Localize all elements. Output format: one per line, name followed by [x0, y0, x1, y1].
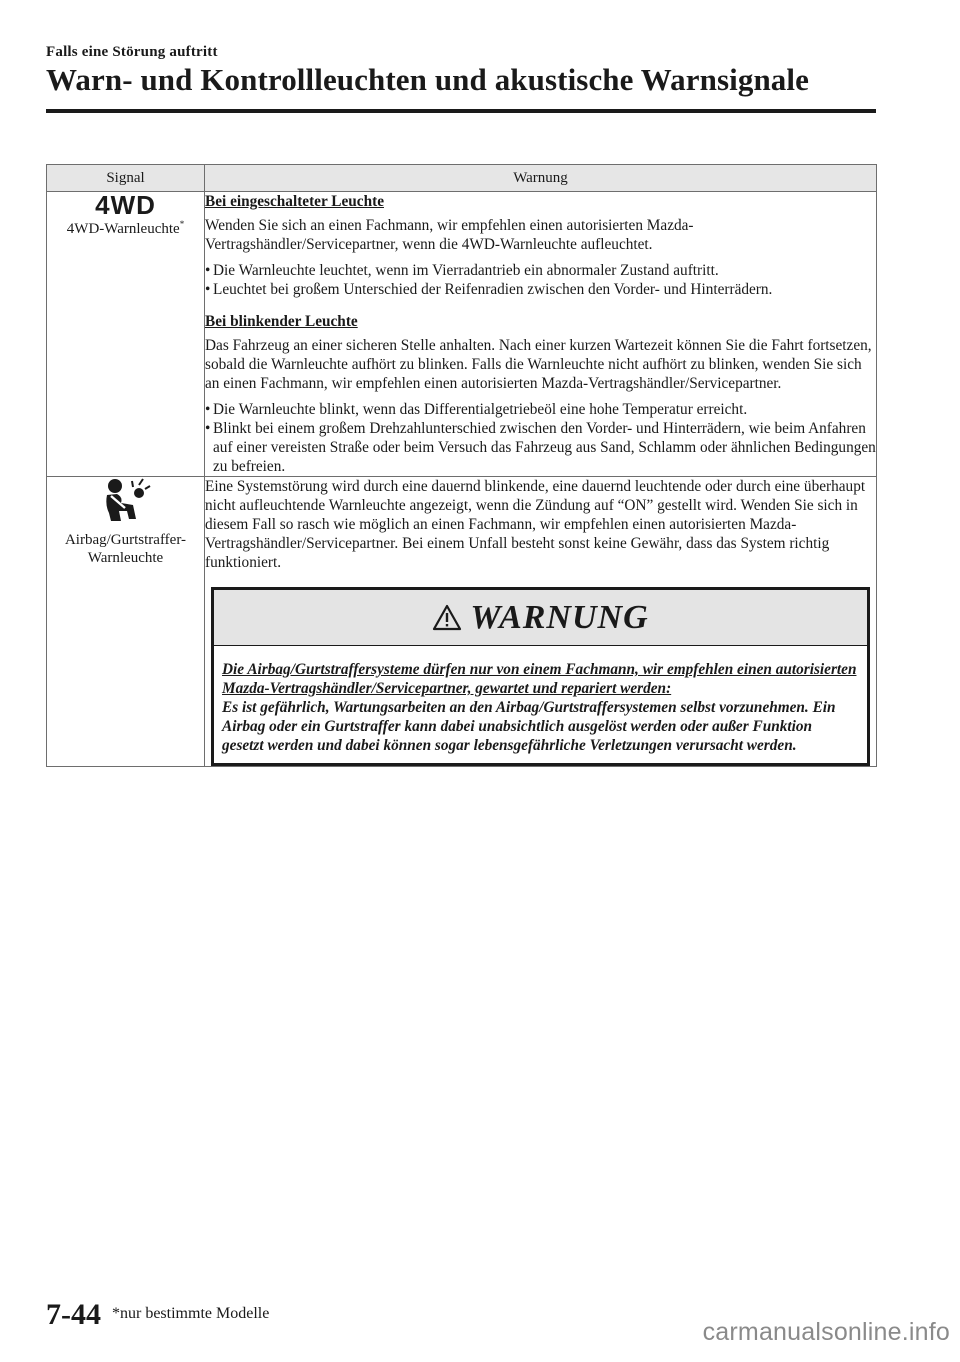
- footnote-mark: *: [179, 219, 185, 229]
- blink-text: Das Fahrzeug an einer sicheren Stelle anhalten. Nach einer kurzen Wartezeit können Sie die Fahrt fortsetzen, sobald die Warnleuchte aufhört zu blinken. Falls die Warnleuchte nicht aufhört zu blinken, wenden Sie sich an einen Fachmann, wir empfehlen einen autorisierten Mazda-Vertragshändler/Servicepartner.: [205, 337, 872, 392]
- list-item: • Die Warnleuchte blinkt, wenn das Differentialgetriebeöl eine hohe Temperatur erreicht.: [205, 401, 748, 418]
- signal-label-4wd: 4WD-Warnleuchte: [66, 221, 180, 237]
- watermark: carmanualsonline.info: [702, 1318, 950, 1346]
- warning-cell-4wd: [205, 192, 877, 477]
- warning-cell-airbag: [205, 477, 877, 767]
- signal-label-airbag-line1: Airbag/Gurtstraffer-: [64, 532, 187, 548]
- footnote: *nur bestimmte Modelle: [112, 1305, 270, 1322]
- list-item: • Leuchtet bei großem Unterschied der Reifenradien zwischen den Vorder- und Hinterrädern.: [205, 281, 773, 298]
- column-header-signal: Signal: [47, 165, 205, 192]
- lit-heading: Bei eingeschalteter Leuchte: [205, 193, 384, 210]
- signal-cell-airbag: [47, 477, 205, 767]
- signal-cell-4wd: [47, 192, 205, 477]
- warning-box-body: [214, 646, 867, 763]
- page-number: 7-44: [46, 1298, 101, 1331]
- warning-underlined-text: Die Airbag/Gurtstraffersysteme dürfen nur von einem Fachmann, wir empfehlen einen autorisierten Mazda-Vertragshändler/Servicepartner, gewartet und repariert werden:: [222, 661, 857, 697]
- signal-table: [46, 164, 877, 767]
- airbag-text: Eine Systemstörung wird durch eine dauernd blinkende, eine dauernd leuchtende oder durch eine überhaupt nicht aufleuchtende Warnleuchte angezeigt, wenn die Zündung auf “ON” gestellt wird. Wenden Sie sich in diesem Fall so rasch wie möglich an einen Fachmann, wir empfehlen einen autorisierten Mazda-Vertragshändler/Servicepartner. Bei einem Unfall besteht sonst keine Gewähr, dass das System richtig funktioniert.: [205, 478, 866, 571]
- table-row-4wd: [47, 192, 877, 477]
- table-row-airbag: [47, 477, 877, 767]
- warning-box: [211, 587, 870, 766]
- table-header-row: [47, 165, 877, 192]
- title-rule: [46, 109, 876, 113]
- warning-title: WARNUNG: [470, 599, 649, 636]
- lit-text: Wenden Sie sich an einen Fachmann, wir empfehlen einen autorisierten Mazda-Vertragshändler/Servicepartner, wenn die 4WD-Warnleuchte aufleuchtet.: [205, 217, 694, 253]
- column-header-warning: Warnung: [205, 165, 877, 192]
- warning-box-header: [214, 590, 867, 646]
- section-label: Falls eine Störung auftritt: [46, 44, 218, 60]
- page-title: Warn- und Kontrollleuchten und akustische Warnsignale: [46, 62, 809, 97]
- signal-label-airbag-line2: Warnleuchte: [87, 550, 164, 566]
- list-item: • Die Warnleuchte leuchtet, wenn im Vierradantrieb ein abnormaler Zustand auftritt.: [205, 262, 719, 279]
- warning-body-text: Es ist gefährlich, Wartungsarbeiten an den Airbag/Gurtstraffersystemen selbst vorzunehmen. Ein Airbag oder ein Gurtstraffer kann dabei unabsichtlich ausgelöst werden oder außer Funktion gesetzt werden und dabei können sogar lebensgefährliche Verletzungen verursacht werden.: [222, 699, 836, 754]
- list-item: • Blinkt bei einem großem Drehzahlunterschied zwischen den Vorder- und Hinterrädern, wie beim Anfahren auf einer vereisten Straße oder beim Versuch das Fahrzeug aus Sand, Schlamm oder ähnlichen Bedingungen zu befreien.: [205, 420, 876, 475]
- 4wd-icon: 4WD: [95, 190, 156, 220]
- blink-heading: Bei blinkender Leuchte: [205, 313, 358, 330]
- warning-triangle-icon: [432, 604, 462, 631]
- airbag-seatbelt-icon: [101, 477, 151, 523]
